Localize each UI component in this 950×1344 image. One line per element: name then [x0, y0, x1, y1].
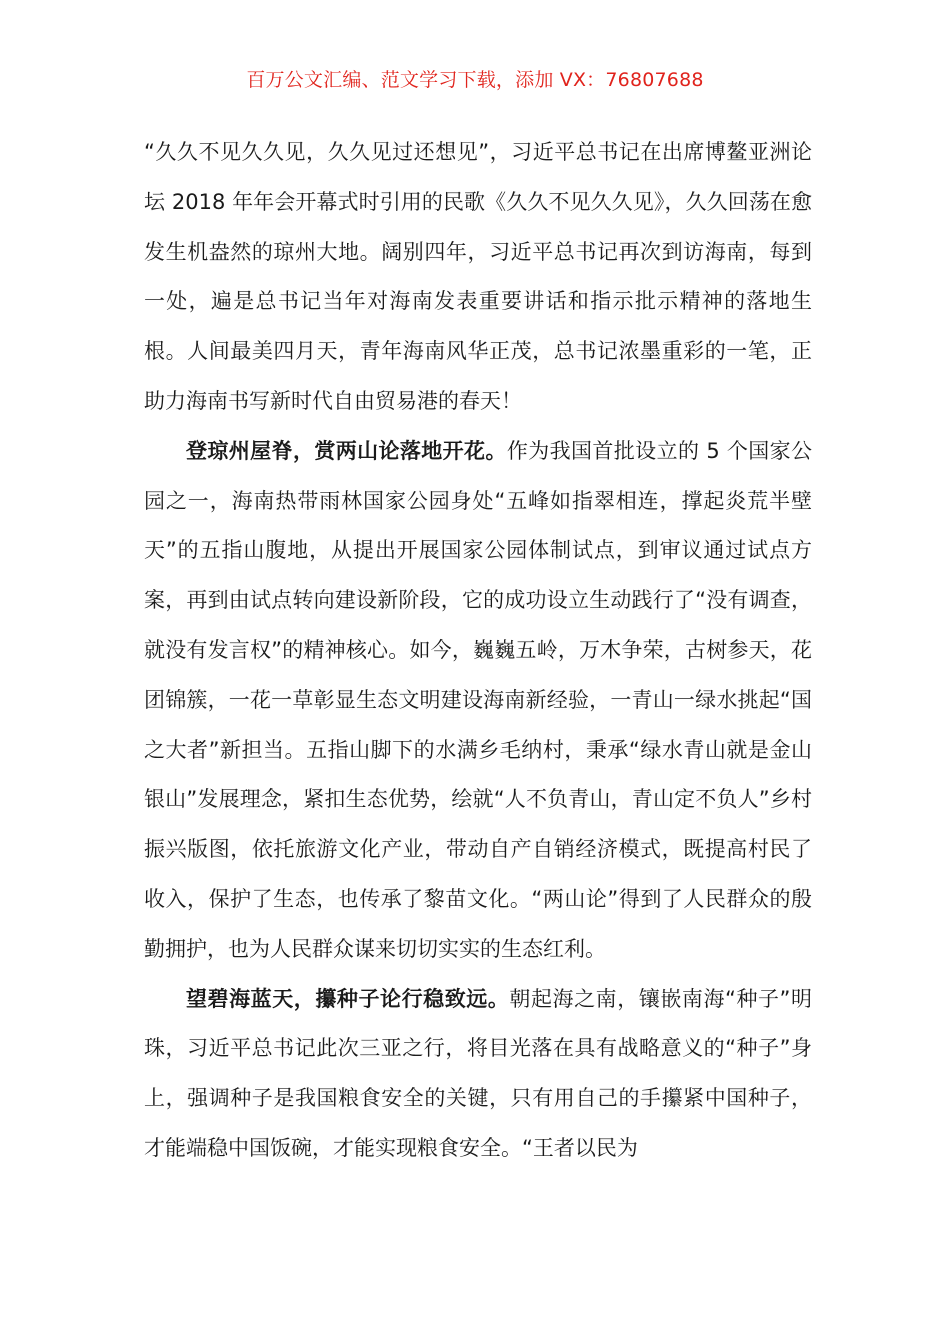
paragraph-intro: [144, 128, 812, 427]
paragraph-seeds-text: 朝起海之南，镶嵌南海“种子”明珠，习近平总书记此次三亚之行，将目光落在具有战略意义的“种子”身上，强调种子是我国粮食安全的关键，只有用自己的手攥紧中国种子，才能端稳中国饭碗，才能实现粮食安全。“王者以民为: [144, 986, 813, 1160]
paragraph-two-mountains-text: 作为我国首批设立的 5 个国家公园之一，海南热带雨林国家公园身处“五峰如指翠相连，撑起炎荒半壁天”的五指山腹地，从提出开展国家公园体制试点，到审议通过试点方案，再到由试点转向建设新阶段，它的成功设立生动践行了“没有调查，就没有发言权”的精神核心。如今，巍巍五岭，万木争荣，古树参天，花团锦簇，一花一草彰显生态文明建设海南新经验，一青山一绿水挑起“国之大者”新担当。五指山脚下的水满乡毛纳村，秉承“绿水青山就是金山银山”发展理念，紧扣生态优势，绘就“人不负青山，青山定不负人”乡村振兴版图，依托旅游文化产业，带动自产自销经济模式，既提高村民了收入，保护了生态，也传承了黎苗文化。“两山论”得到了人民群众的殷勤拥护，也为人民群众谋来切切实实的生态红利。: [144, 438, 813, 961]
paragraph-seeds-heading: 望碧海蓝天，攥种子论行稳致远。: [186, 986, 510, 1011]
article-body: [144, 128, 812, 1174]
paragraph-two-mountains: [144, 427, 812, 975]
paragraph-two-mountains-heading: 登琼州屋脊，赏两山论落地开花。: [186, 438, 507, 463]
paragraph-seeds: [144, 975, 812, 1174]
paragraph-intro-text: “久久不见久久见，久久见过还想见”，习近平总书记在出席博鳌亚洲论坛 2018 年年会开幕式时引用的民歌《久久不见久久见》，久久回荡在愈发生机盎然的琼州大地。阔别四年，习近平总书记再次到访海南，每到一处，遍是总书记当年对海南发表重要讲话和指示批示精神的落地生根。人间最美四月天，青年海南风华正茂，总书记浓墨重彩的一笔，正助力海南书写新时代自由贸易港的春天！: [144, 140, 812, 413]
header-watermark-text: 百万公文汇编、范文学习下载，添加 VX：76807688: [246, 69, 704, 91]
